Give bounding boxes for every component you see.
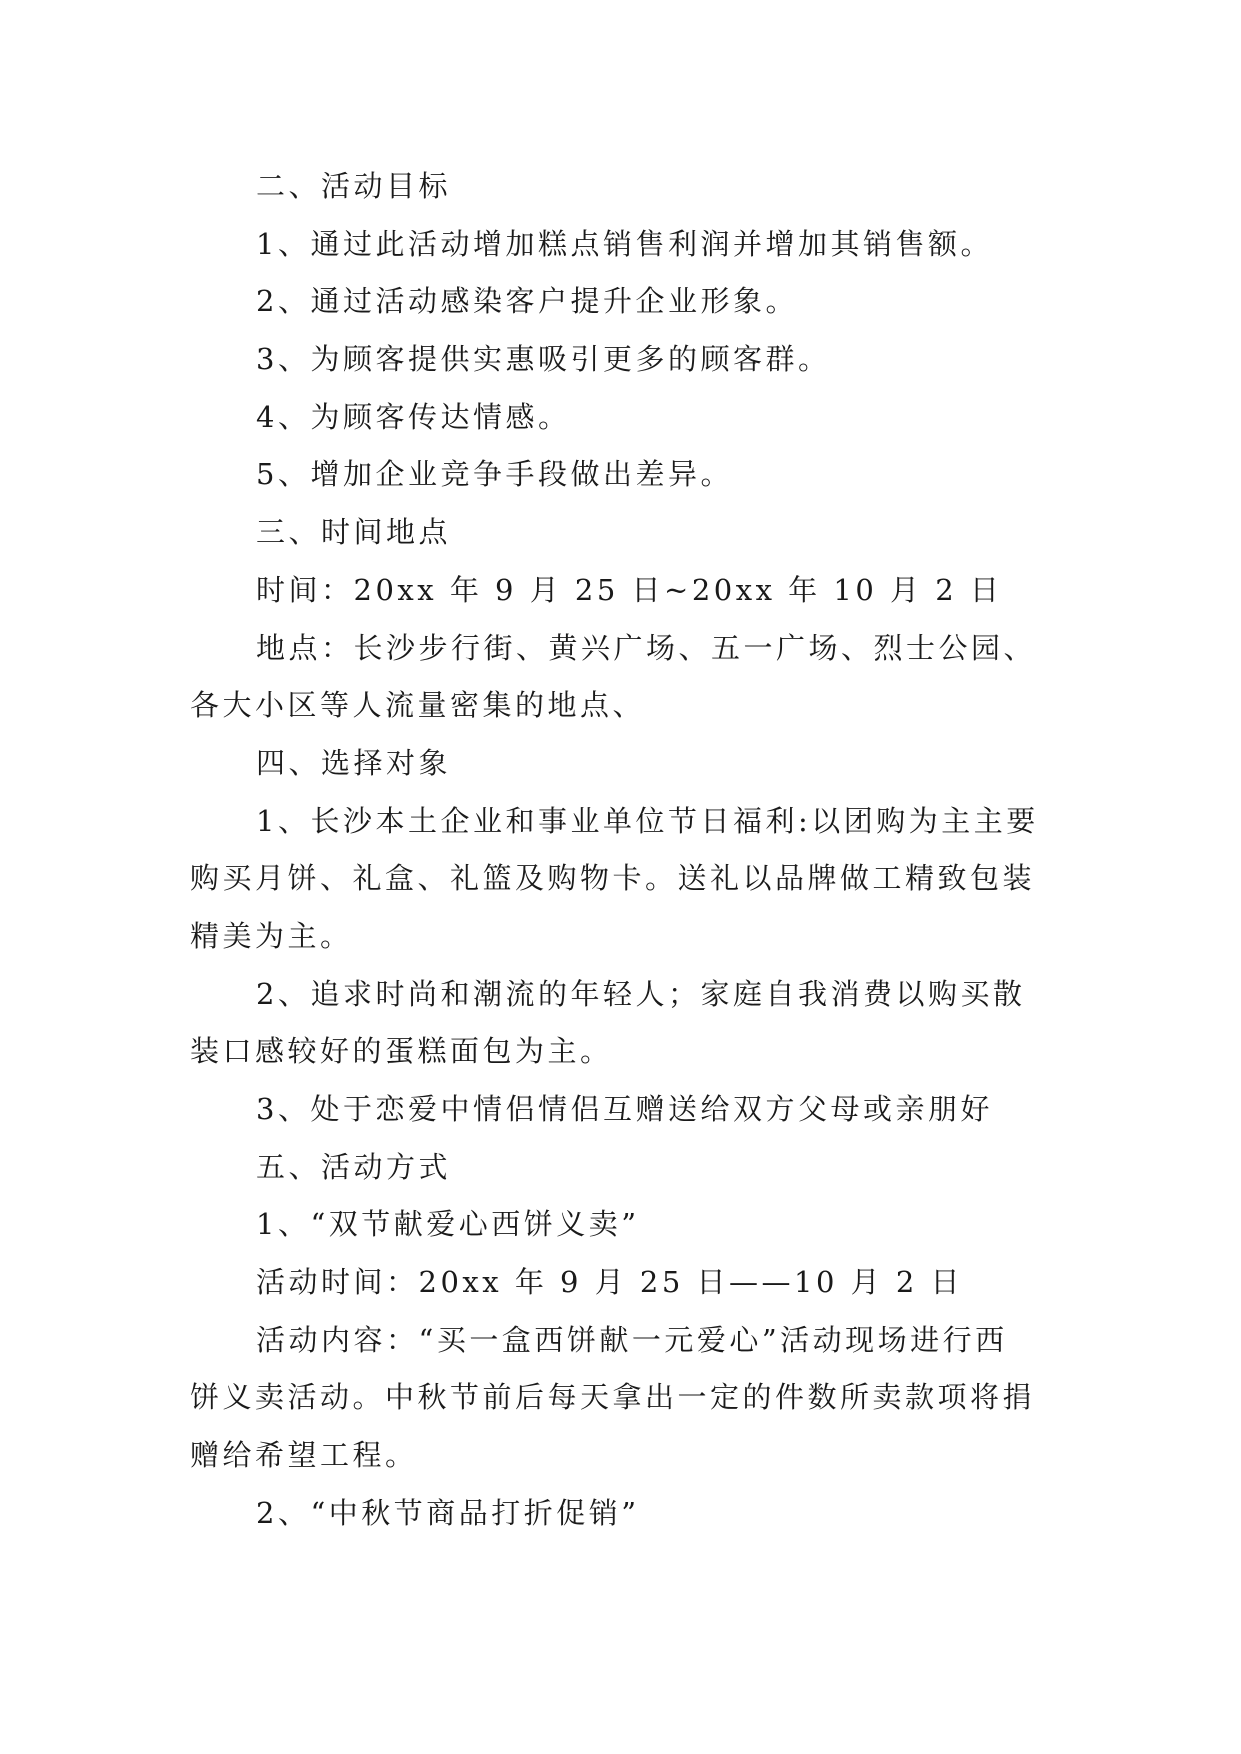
place-line: 地点：长沙步行街、黄兴广场、五一广场、烈士公园、 [256,630,1037,665]
method-item-1-content-continued: 饼义卖活动。中秋节前后每天拿出一定的件数所卖款项将捐 [190,1380,1036,1415]
target-item-1-continued: 购买月饼、礼盒、礼篮及购物卡。送礼以品牌做工精致包装 [190,861,1036,896]
goal-item-1: 1、通过此活动增加糕点销售利润并增加其销售额。 [256,226,993,261]
goal-item-3: 3、为顾客提供实惠吸引更多的顾客群。 [256,342,831,377]
method-item-2-title: 2、“中秋节商品打折促销” [256,1495,640,1530]
time-line: 时间：20xx 年 9 月 25 日~20xx 年 10 月 2 日 [256,572,1003,607]
target-item-3: 3、处于恋爱中情侣情侣互赠送给双方父母或亲朋好 [256,1092,993,1126]
section-heading-targets: 四、选择对象 [256,745,452,780]
section-heading-goals: 二、活动目标 [256,169,452,203]
place-line-continued: 各大小区等人流量密集的地点、 [190,688,646,723]
document-body [190,158,1090,1543]
goal-item-2: 2、通过活动感染客户提升企业形象。 [256,284,798,319]
goal-item-4: 4、为顾客传达情感。 [256,399,571,434]
section-heading-time-place: 三、时间地点 [256,515,452,550]
section-heading-methods: 五、活动方式 [256,1149,452,1184]
method-item-1-content-end: 赠给希望工程。 [190,1438,418,1473]
method-item-1-content: 活动内容：“买一盒西饼献一元爱心”活动现场进行西 [256,1322,1008,1357]
method-item-1-time: 活动时间：20xx 年 9 月 25 日——10 月 2 日 [256,1265,964,1300]
goal-item-5: 5、增加企业竞争手段做出差异。 [256,457,733,492]
target-item-1: 1、长沙本土企业和事业单位节日福利:以团购为主主要 [256,803,1039,838]
target-item-2: 2、追求时尚和潮流的年轻人；家庭自我消费以购买散 [256,976,1026,1011]
method-item-1-title: 1、“双节献爱心西饼义卖” [256,1207,640,1242]
target-item-1-end: 精美为主。 [190,918,353,953]
target-item-2-continued: 装口感较好的蛋糕面包为主。 [190,1034,613,1069]
